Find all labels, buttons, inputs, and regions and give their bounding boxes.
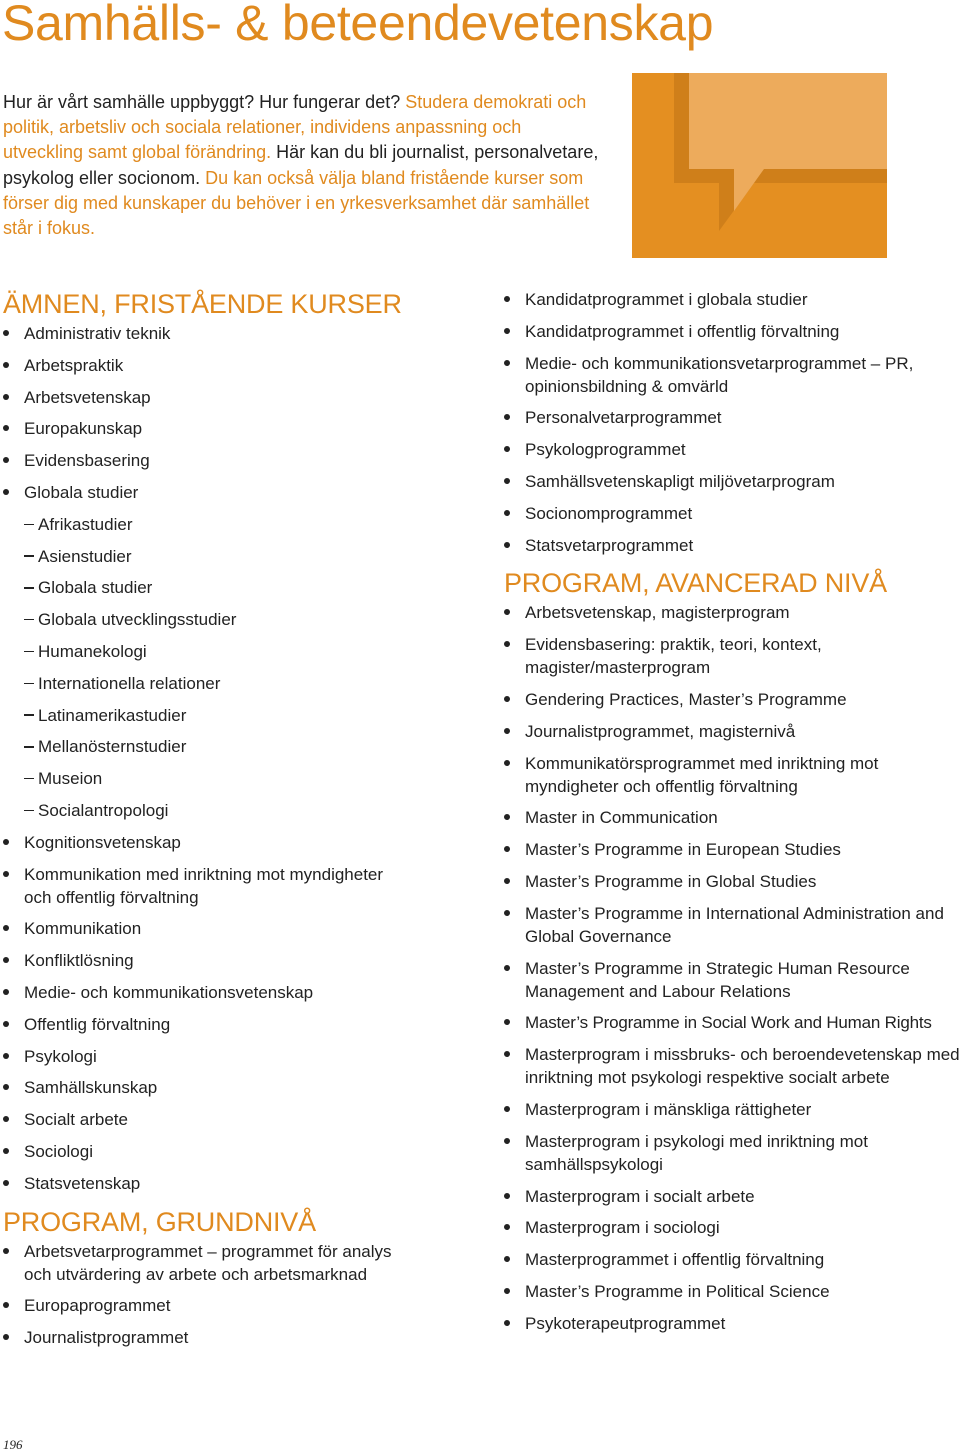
sub-list-item [3,576,473,599]
dash-icon [24,683,34,684]
dash-icon [24,714,34,715]
list-item [3,322,473,345]
bullet-icon [3,1248,9,1254]
bullet-icon [3,871,9,877]
sub-list-item [3,767,473,790]
list-item-label: Statsvetarprogrammet [525,535,694,555]
speech-bubble-icon [632,73,887,258]
list-item [3,354,473,377]
list-item-label: Afrikastudier [38,514,133,534]
bullet-icon [504,414,510,420]
list-item [504,1216,960,1239]
list-item-label: Samhällsvetenskapligt miljövetarprogram [525,471,835,491]
bullet-icon [504,641,510,647]
list-item [504,806,960,829]
list-item [3,917,473,940]
list-item-label: Journalistprogrammet, magisternivå [525,721,796,741]
sub-list-item [3,640,473,663]
list-item-label: Globala studier [38,578,153,598]
list-item-label: Master’s Programme in Strategic Human Resource Management and Labour Relations [525,958,910,1001]
list-item-label: Sociologi [24,1141,93,1161]
bullet-icon [504,1320,510,1326]
list-item-label: Personalvetarprogrammet [525,408,722,428]
list-item-label: Mellanösternstudier [38,737,187,757]
list-item [504,320,960,343]
sub-list-item [3,545,473,568]
list-item [504,1248,960,1271]
list-item [504,870,960,893]
bullet-icon [3,1148,9,1154]
bullet-icon [504,296,510,302]
dash-icon [24,810,34,811]
bullet-icon [504,1051,510,1057]
bullet-icon [504,1193,510,1199]
bullet-icon [504,446,510,452]
list-item-label: Masterprogram i socialt arbete [525,1186,755,1206]
intro-text-2: Studera demokrati och politik, arbetsliv och sociala relationer, individens anpassning och utveckling samt global förändring. [3,92,587,163]
list-item-label: Offentlig förvaltning [24,1014,171,1034]
list-item-label: Kommunikatörsprogrammet med inriktning mot myndigheter och offentlig förvaltning [525,753,879,796]
sub-list-item [3,799,473,822]
list-item-label: Psykologprogrammet [525,440,686,460]
bullet-icon [504,728,510,734]
list-item [504,1185,960,1208]
list-item [504,1011,960,1034]
section-heading-basic: PROGRAM, GRUNDNIVÅ [3,1206,316,1237]
bullet-icon [3,989,9,995]
list-item [504,1280,960,1303]
list-item [504,601,960,624]
list-item [504,902,945,948]
list-item-label: Museion [38,769,103,789]
list-item-label: Socialt arbete [24,1110,128,1130]
bullet-icon [504,814,510,820]
list-item [504,688,960,711]
bullet-icon [504,328,510,334]
bullet-icon [3,1180,9,1186]
section-heading-courses: ÄMNEN, FRISTÅENDE KURSER [3,289,402,319]
list-item-label: Evidensbasering [24,451,150,471]
bullet-icon [504,696,510,702]
dash-icon [24,619,34,620]
list-item [3,1326,473,1349]
list-item [504,352,925,398]
bullet-icon [3,489,9,495]
list-item [3,1240,419,1286]
bullet-icon [504,1288,510,1294]
courses-list [3,322,473,1195]
list-item [3,1108,473,1131]
bullet-icon [3,957,9,963]
list-item-label: Journalistprogrammet [24,1328,189,1348]
section-heading-advanced: PROGRAM, AVANCERAD NIVÅ [504,568,887,599]
intro-paragraph [3,90,603,241]
list-item-label: Socionomprogrammet [525,503,693,523]
bullet-icon [504,1106,510,1112]
list-item-label: Master’s Programme in International Administration and Global Governance [525,903,944,946]
page-number: 196 [3,1437,23,1452]
list-item [3,386,473,409]
bullet-icon [504,1138,510,1144]
list-item [3,1076,473,1099]
list-item-label: Medie- och kommunikationsvetarprogrammet – PR, opinionsbildning & omvärld [525,353,914,396]
bullet-icon [3,1084,9,1090]
list-item-label: Arbetspraktik [24,355,124,375]
list-item [3,1294,473,1317]
list-item [3,1013,473,1036]
list-item-label: Master’s Programme in Political Science [525,1281,830,1301]
dash-icon [24,746,34,747]
sub-list-item [3,704,473,727]
list-item [3,1045,473,1068]
list-item [3,949,473,972]
sub-list-item [3,672,473,695]
list-item [504,1312,960,1335]
list-item-label: Statsvetenskap [24,1173,141,1193]
intro-text-3: Här kan du bli journalist, personalvetare, psykolog eller socionom. [3,142,599,188]
list-item-label: Asienstudier [38,546,132,566]
list-item-label: Internationella relationer [38,673,221,693]
list-item-label: Master in Communication [525,808,718,828]
bullet-icon [3,1021,9,1027]
list-item-label: Arbetsvetarprogrammet – programmet för analys och utvärdering av arbete och arbetsmarknad [24,1241,392,1284]
bullet-icon [3,362,9,368]
dash-icon [24,778,34,779]
list-item [3,1140,473,1163]
list-item-label: Psykologi [24,1046,97,1066]
list-item-label: Master’s Programme in European Studies [525,840,841,860]
bullet-icon [3,839,9,845]
list-item-label: Europakunskap [24,419,143,439]
bullet-icon [504,1256,510,1262]
list-item-label: Humanekologi [38,641,147,661]
bullet-icon [504,965,510,971]
bullet-icon [504,609,510,615]
list-item [504,1098,960,1121]
bullet-icon [3,425,9,431]
list-item [504,957,945,1003]
list-item [504,288,960,311]
list-item-label: Evidensbasering: praktik, teori, kontext, magister/masterprogram [525,635,822,678]
list-item-label: Masterprogram i psykologi med inriktning mot samhällspsykologi [525,1131,868,1174]
list-item-label: Kognitionsvetenskap [24,832,181,852]
dash-icon [24,651,34,652]
list-item-label: Globala studier [24,482,139,502]
list-item-label: Psykoterapeutprogrammet [525,1313,726,1333]
list-item [504,470,960,493]
list-item [3,481,473,504]
bullet-icon [3,925,9,931]
bullet-icon [3,457,9,463]
advanced-programs-list [504,601,960,1334]
bullet-icon [504,542,510,548]
list-item-label: Medie- och kommunikationsvetenskap [24,982,314,1002]
list-item [504,438,960,461]
list-item [504,633,865,679]
sub-list-item [3,513,473,536]
list-item-label: Masterprogram i sociologi [525,1218,720,1238]
list-item-label: Globala utvecklingsstudier [38,610,237,630]
right-column [504,288,960,1344]
list-item [3,1172,473,1195]
dash-icon [24,555,34,556]
bullet-icon [3,1116,9,1122]
list-item-label: Europaprogrammet [24,1296,171,1316]
sub-list-item [3,608,473,631]
bullet-icon [3,1334,9,1340]
list-item-label: Kommunikation med inriktning mot myndigheter och offentlig förvaltning [24,864,384,907]
list-item-label: Kandidatprogrammet i globala studier [525,290,808,309]
dash-icon [24,524,34,525]
list-item-label: Kandidatprogrammet i offentlig förvaltning [525,321,840,341]
bullet-icon [504,478,510,484]
list-item [3,831,473,854]
list-item [504,534,960,557]
list-item [3,981,473,1004]
bullet-icon [504,1224,510,1230]
left-column [3,286,473,1358]
list-item-label: Masterprogram i mänskliga rättigheter [525,1099,812,1119]
page-title: Samhälls- & beteendevetenskap [2,0,714,51]
sub-list-item [3,735,473,758]
list-item [504,502,960,525]
bullet-icon [3,1053,9,1059]
list-item [504,752,925,798]
list-item-label: Masterprogrammet i offentlig förvaltning [525,1250,825,1270]
list-item [3,863,404,909]
list-item-label: Administrativ teknik [24,324,171,343]
list-item [3,449,473,472]
bullet-icon [504,760,510,766]
bullet-icon [504,910,510,916]
list-item [504,1043,960,1089]
list-item-label: Konfliktlösning [24,951,134,971]
bullet-icon [504,1019,510,1025]
bullet-icon [3,330,9,336]
basic-programs-list [3,1240,473,1350]
list-item [3,417,473,440]
list-item-label: Arbetsvetenskap, magisterprogram [525,603,790,623]
basic-programs-list-continued [504,288,960,557]
list-item-label: Kommunikation [24,919,142,939]
dash-icon [24,587,34,588]
list-item-label: Gendering Practices, Master’s Programme [525,689,847,709]
list-item-label: Master’s Programme in Social Work and Human Rights [525,1013,932,1033]
intro-text-1: Hur är vårt samhälle uppbyggt? Hur fungerar det? [3,92,406,112]
bullet-icon [504,878,510,884]
list-item-label: Masterprogram i missbruks- och beroendevetenskap med inriktning mot psykologi respektive socialt arbete [525,1045,960,1088]
bullet-icon [504,510,510,516]
list-item-label: Latinamerikastudier [38,705,187,725]
list-item-label: Master’s Programme in Global Studies [525,871,817,891]
list-item [504,838,960,861]
bullet-icon [3,1302,9,1308]
list-item [504,1130,915,1176]
bullet-icon [504,846,510,852]
list-item-label: Socialantropologi [38,800,169,820]
list-item-label: Samhällskunskap [24,1078,158,1098]
list-item-label: Arbetsvetenskap [24,387,151,407]
list-item [504,720,960,743]
intro-text-4: Du kan också välja bland fristående kurser som förser dig med kunskaper du behöver i en yrkesverksamhet där samhället står i fokus. [3,167,590,239]
list-item [504,406,960,429]
bullet-icon [504,360,510,366]
bullet-icon [3,394,9,400]
